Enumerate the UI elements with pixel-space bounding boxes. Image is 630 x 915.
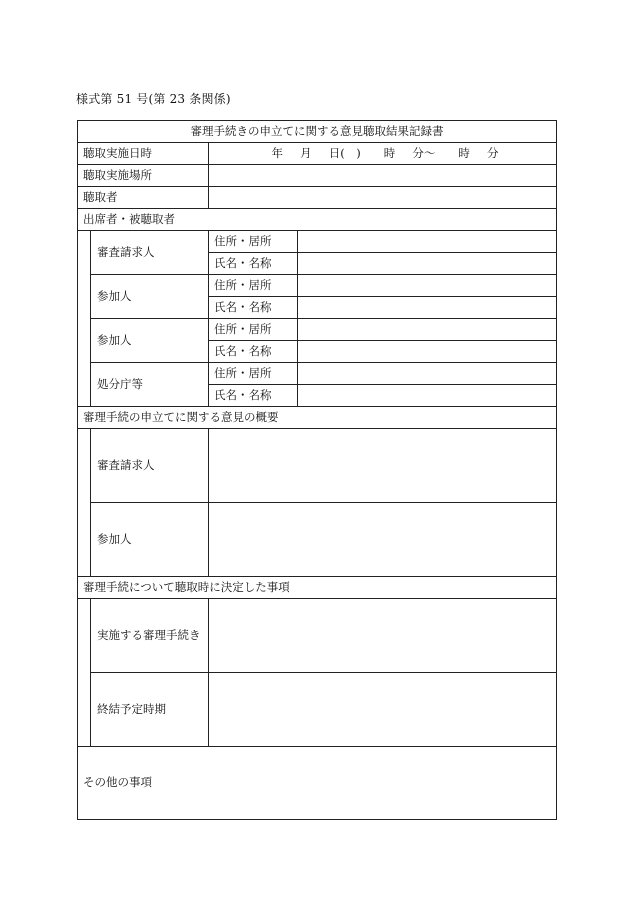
party-name-field[interactable] (298, 253, 557, 275)
address-label: 住所・居所 (209, 275, 298, 297)
decision-row-label: 終結予定時期 (91, 673, 209, 747)
attendees-indent (78, 231, 91, 407)
summary-section-label: 審理手続の申立てに関する意見の概要 (78, 407, 557, 429)
decisions-indent (78, 599, 91, 747)
hearing-place-label: 聴取実施場所 (78, 165, 209, 187)
hearing-date-template: 年 月 日( ) 時 分～ 時 分 (271, 145, 499, 160)
party-name-field[interactable] (298, 385, 557, 407)
hearing-place-field[interactable] (209, 165, 557, 187)
party-label: 審査請求人 (91, 231, 209, 275)
party-label: 参加人 (91, 275, 209, 319)
party-address-field[interactable] (298, 275, 557, 297)
hearing-date-label: 聴取実施日時 (78, 143, 209, 165)
form-title: 審理手続きの申立てに関する意見聴取結果記録書 (78, 121, 557, 143)
summary-row-label: 参加人 (91, 503, 209, 577)
address-label: 住所・居所 (209, 363, 298, 385)
party-address-field[interactable] (298, 363, 557, 385)
name-label: 氏名・名称 (209, 297, 298, 319)
summary-row-label: 審査請求人 (91, 429, 209, 503)
address-label: 住所・居所 (209, 319, 298, 341)
name-label: 氏名・名称 (209, 253, 298, 275)
name-label: 氏名・名称 (209, 385, 298, 407)
party-label: 処分庁等 (91, 363, 209, 407)
decision-row-label: 実施する審理手続き (91, 599, 209, 673)
interviewer-label: 聴取者 (78, 187, 209, 209)
hearing-date-field[interactable] (209, 143, 557, 165)
party-name-field[interactable] (298, 297, 557, 319)
decision-row-field[interactable] (209, 673, 557, 747)
other-matters-label: その他の事項 (83, 775, 152, 790)
party-address-field[interactable] (298, 231, 557, 253)
summary-indent (78, 429, 91, 577)
summary-row-field[interactable] (209, 429, 557, 503)
interviewer-field[interactable] (209, 187, 557, 209)
party-name-field[interactable] (298, 341, 557, 363)
name-label: 氏名・名称 (209, 341, 298, 363)
party-address-field[interactable] (298, 319, 557, 341)
form-number: 様式第 51 号(第 23 条関係) (76, 92, 231, 106)
decisions-section-label: 審理手続について聴取時に決定した事項 (78, 577, 557, 599)
summary-row-field[interactable] (209, 503, 557, 577)
other-matters-field[interactable] (78, 747, 557, 820)
address-label: 住所・居所 (209, 231, 298, 253)
attendees-section-label: 出席者・被聴取者 (78, 209, 557, 231)
decision-row-field[interactable] (209, 599, 557, 673)
hearing-record-table (77, 120, 557, 820)
party-label: 参加人 (91, 319, 209, 363)
